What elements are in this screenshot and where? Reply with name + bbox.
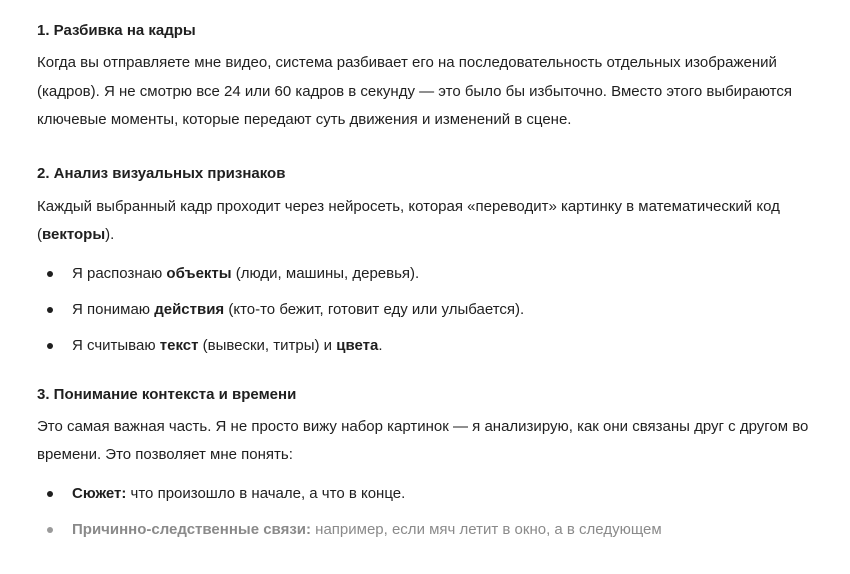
- list-item: [37, 512, 827, 548]
- list-item-text: например, если мяч летит в окно, а в следующем: [311, 520, 662, 538]
- list-item-text: что произошло в начале, а что в конце.: [126, 484, 406, 502]
- list-item-text: Я считываю: [72, 336, 160, 354]
- list-item-bold: объекты: [166, 264, 232, 282]
- bullet-icon: [47, 271, 53, 277]
- response-content: [37, 18, 827, 548]
- list-item-bold: цвета: [336, 336, 379, 354]
- bullet-icon: [47, 307, 53, 313]
- paragraph-bold-term: векторы: [42, 226, 106, 243]
- list-item-text: (вывески, титры) и: [198, 336, 337, 354]
- section-heading-visual-analysis: 2. Анализ визуальных признаков: [37, 164, 286, 182]
- section-heading-context-time: 3. Понимание контекста и времени: [37, 385, 297, 403]
- list-item-text: Я распознаю: [72, 264, 167, 282]
- list-item-text: (люди, машины, деревья).: [231, 264, 420, 282]
- list-item-bold: Причинно-следственные связи:: [72, 520, 311, 538]
- section-paragraph-context-time: Это самая важная часть. Я не просто вижу набор картинок — я анализирую, как они связаны друг с другом во времени. Это позволяет мне понять:: [37, 417, 809, 463]
- section-paragraph-frame-split: Когда вы отправляете мне видео, система разбивает его на последовательность отдельных изображений (кадров). Я не смотрю все 24 или 60 кадров в секунду — это было бы избыточно. Вместо этого выбираются ключевые моменты, которые передают суть движения и изменений в сцене.: [37, 54, 792, 128]
- list-item-bold: действия: [154, 300, 225, 318]
- section-paragraph-visual-analysis: [37, 193, 827, 250]
- list-item-bold: текст: [159, 336, 199, 354]
- bullet-icon: [47, 343, 53, 349]
- list-item: [37, 292, 827, 328]
- section-heading-frame-split: 1. Разбивка на кадры: [37, 22, 196, 39]
- paragraph-text: Каждый выбранный кадр проходит через нейросеть, которая «переводит» картинку в математический код (: [37, 197, 780, 243]
- list-item-text: .: [378, 336, 383, 354]
- bullet-icon: [47, 491, 53, 497]
- visual-features-list: [37, 256, 827, 364]
- context-list: [37, 476, 827, 548]
- list-item: [37, 256, 827, 292]
- list-item: [37, 328, 827, 364]
- list-item-text: (кто-то бежит, готовит еду или улыбается).: [224, 300, 525, 318]
- paragraph-text: ).: [105, 226, 115, 243]
- list-item: [37, 476, 827, 512]
- bullet-icon: [47, 527, 53, 533]
- list-item-text: Я понимаю: [72, 300, 155, 318]
- list-item-bold: Сюжет:: [72, 484, 127, 502]
